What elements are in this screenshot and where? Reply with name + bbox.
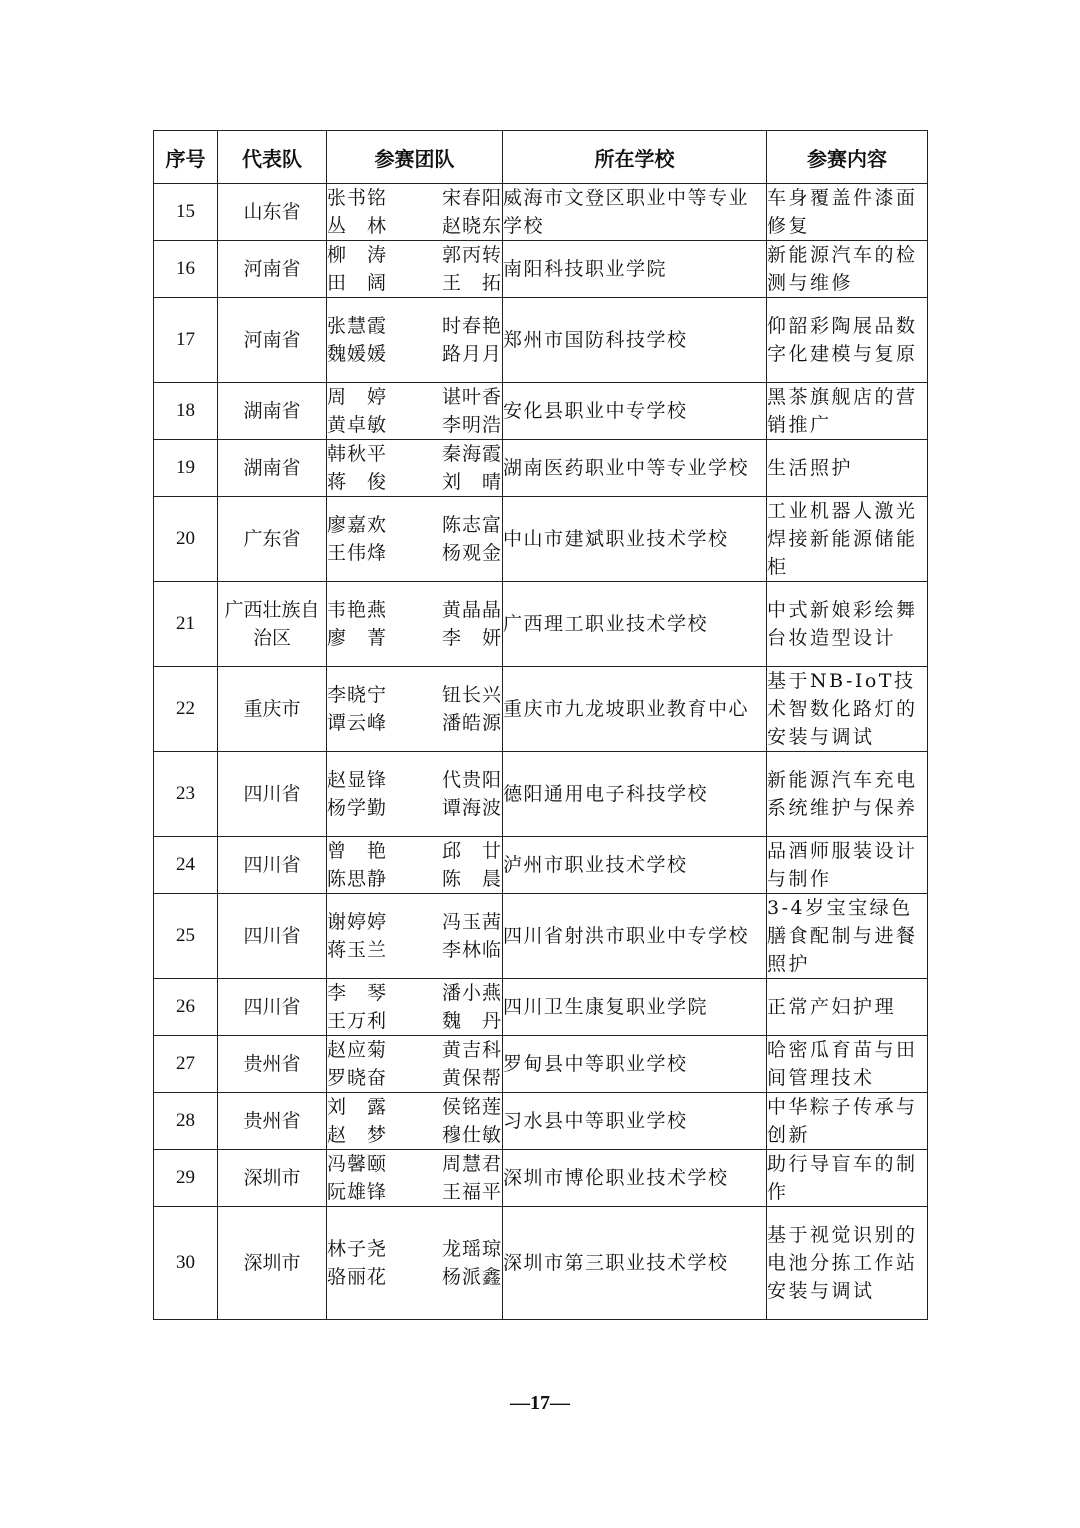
row-number: 20 [154,497,218,582]
school-name: 习水县中等职业学校 [503,1093,767,1150]
member-name: 冯馨颐 [327,1153,388,1175]
member-name: 谭云峰 [327,712,388,734]
team-members [327,894,503,979]
member-name: 杨派鑫 [441,1266,502,1288]
team-name: 深圳市 [218,1207,327,1320]
member-name: 李 妍 [441,627,502,649]
school-name: 郑州市国防科技学校 [503,298,767,383]
member-name: 罗晓奋 [327,1067,388,1089]
member-name: 时春艳 [441,315,502,337]
member-name: 李 琴 [327,982,388,1004]
table-row [154,298,928,383]
member-name: 骆丽花 [327,1266,388,1288]
header-team: 代表队 [218,131,327,184]
row-number: 16 [154,241,218,298]
page-number: —17— [510,1392,570,1414]
table-row [154,837,928,894]
row-number: 19 [154,440,218,497]
member-name: 周 婷 [327,386,388,408]
table-row [154,440,928,497]
members-line [327,681,502,709]
members-line [327,340,502,368]
member-name: 穆仕敏 [441,1124,502,1146]
member-name: 潘皓源 [441,712,502,734]
members-line [327,468,502,496]
members-line [327,212,502,240]
row-number: 17 [154,298,218,383]
member-name: 周慧君 [441,1153,502,1175]
team-name: 贵州省 [218,1093,327,1150]
member-name: 赵显锋 [327,769,388,791]
member-name: 曾 艳 [327,840,388,862]
members-line [327,596,502,624]
members-line [327,766,502,794]
team-name: 四川省 [218,979,327,1036]
header-content: 参赛内容 [767,131,928,184]
member-name: 柳 涛 [327,244,388,266]
members-line [327,624,502,652]
row-number: 28 [154,1093,218,1150]
member-name: 魏 丹 [441,1010,502,1032]
member-name: 蒋 俊 [327,471,388,493]
contest-content: 基于NB-IoT技术智数化路灯的安装与调试 [767,667,928,752]
team-members [327,582,503,667]
table-row [154,1150,928,1207]
member-name: 邱 廿 [441,840,502,862]
team-name: 四川省 [218,752,327,837]
school-name: 南阳科技职业学院 [503,241,767,298]
table-row [154,241,928,298]
table-row [154,497,928,582]
contest-content: 黑茶旗舰店的营销推广 [767,383,928,440]
team-name: 深圳市 [218,1150,327,1207]
roster-table [153,130,928,1320]
school-name: 重庆市九龙坡职业教育中心 [503,667,767,752]
members-line [327,1064,502,1092]
member-name: 龙瑶琼 [441,1238,502,1260]
member-name: 张慧霞 [327,315,388,337]
team-members [327,752,503,837]
members-line [327,269,502,297]
member-name: 王万利 [327,1010,388,1032]
member-name: 谭海波 [441,797,502,819]
row-number: 18 [154,383,218,440]
team-name: 山东省 [218,184,327,241]
header-no: 序号 [154,131,218,184]
member-name: 钮长兴 [441,684,502,706]
school-name: 深圳市博伦职业技术学校 [503,1150,767,1207]
member-name: 阮雄锋 [327,1181,388,1203]
team-members [327,298,503,383]
team-members [327,497,503,582]
member-name: 赵应菊 [327,1039,388,1061]
members-line [327,539,502,567]
table-row [154,979,928,1036]
members-line [327,1093,502,1121]
member-name: 陈思静 [327,868,388,890]
members-line [327,383,502,411]
member-name: 杨学勤 [327,797,388,819]
row-number: 29 [154,1150,218,1207]
member-name: 侯铭莲 [441,1096,502,1118]
member-name: 路月月 [441,343,502,365]
contest-content: 中式新娘彩绘舞台妆造型设计 [767,582,928,667]
team-name: 重庆市 [218,667,327,752]
member-name: 蒋玉兰 [327,939,388,961]
member-name: 谢婷婷 [327,911,388,933]
member-name: 刘 露 [327,1096,388,1118]
table-row [154,383,928,440]
team-members [327,1036,503,1093]
contest-content: 仰韶彩陶展品数字化建模与复原 [767,298,928,383]
member-name: 陈 晨 [441,868,502,890]
member-name: 赵晓东 [441,215,502,237]
school-name: 四川省射洪市职业中专学校 [503,894,767,979]
team-name: 四川省 [218,837,327,894]
member-name: 丛 林 [327,215,388,237]
school-name: 安化县职业中专学校 [503,383,767,440]
member-name: 陈志富 [441,514,502,536]
member-name: 韩秋平 [327,443,388,465]
contest-content: 品酒师服装设计与制作 [767,837,928,894]
member-name: 杨观金 [441,542,502,564]
members-line [327,440,502,468]
table-row [154,752,928,837]
team-members [327,1093,503,1150]
contest-content: 正常产妇护理 [767,979,928,1036]
school-name: 四川卫生康复职业学院 [503,979,767,1036]
members-line [327,1235,502,1263]
contest-content: 生活照护 [767,440,928,497]
team-members [327,667,503,752]
members-line [327,511,502,539]
member-name: 廖嘉欢 [327,514,388,536]
team-name: 湖南省 [218,383,327,440]
member-name: 张书铭 [327,187,388,209]
row-number: 25 [154,894,218,979]
table-row [154,1036,928,1093]
members-line [327,837,502,865]
member-name: 潘小燕 [441,982,502,1004]
header-members: 参赛团队 [327,131,503,184]
member-name: 黄晶晶 [441,599,502,621]
members-line [327,709,502,737]
row-number: 27 [154,1036,218,1093]
team-name: 河南省 [218,241,327,298]
members-line [327,936,502,964]
school-name: 德阳通用电子科技学校 [503,752,767,837]
member-name: 魏媛媛 [327,343,388,365]
team-name: 贵州省 [218,1036,327,1093]
member-name: 谌叶香 [441,386,502,408]
member-name: 林子尧 [327,1238,388,1260]
team-name: 广西壮族自治区 [218,582,327,667]
members-line [327,979,502,1007]
row-number: 21 [154,582,218,667]
team-members [327,979,503,1036]
members-line [327,411,502,439]
table-row [154,1207,928,1320]
contest-content: 助行导盲车的制作 [767,1150,928,1207]
team-name: 广东省 [218,497,327,582]
contest-content: 新能源汽车的检测与维修 [767,241,928,298]
row-number: 22 [154,667,218,752]
member-name: 黄保帮 [441,1067,502,1089]
members-line [327,908,502,936]
table-row [154,667,928,752]
members-line [327,1036,502,1064]
member-name: 冯玉茜 [441,911,502,933]
team-members [327,1207,503,1320]
contest-content: 3-4岁宝宝绿色膳食配制与进餐照护 [767,894,928,979]
school-name: 广西理工职业技术学校 [503,582,767,667]
school-name: 湖南医药职业中等专业学校 [503,440,767,497]
contest-content: 车身覆盖件漆面修复 [767,184,928,241]
member-name: 代贵阳 [441,769,502,791]
member-name: 韦艳燕 [327,599,388,621]
member-name: 王福平 [441,1181,502,1203]
table-row [154,582,928,667]
school-name: 威海市文登区职业中等专业学校 [503,184,767,241]
team-name: 湖南省 [218,440,327,497]
member-name: 李晓宁 [327,684,388,706]
member-name: 黄卓敏 [327,414,388,436]
member-name: 田 阔 [327,272,388,294]
table-row [154,894,928,979]
members-line [327,865,502,893]
member-name: 廖 菁 [327,627,388,649]
member-name: 王伟烽 [327,542,388,564]
team-members [327,440,503,497]
member-name: 李明浩 [441,414,502,436]
members-line [327,241,502,269]
header-school: 所在学校 [503,131,767,184]
member-name: 秦海霞 [441,443,502,465]
members-line [327,794,502,822]
team-members [327,184,503,241]
members-line [327,1178,502,1206]
members-line [327,1150,502,1178]
member-name: 李林临 [441,939,502,961]
team-members [327,383,503,440]
school-name: 泸州市职业技术学校 [503,837,767,894]
contest-content: 哈密瓜育苗与田间管理技术 [767,1036,928,1093]
contest-content: 基于视觉识别的电池分拣工作站安装与调试 [767,1207,928,1320]
members-line [327,1121,502,1149]
row-number: 24 [154,837,218,894]
row-number: 15 [154,184,218,241]
row-number: 23 [154,752,218,837]
team-members [327,1150,503,1207]
contest-content: 工业机器人激光焊接新能源储能柜 [767,497,928,582]
school-name: 中山市建斌职业技术学校 [503,497,767,582]
contest-content: 新能源汽车充电系统维护与保养 [767,752,928,837]
school-name: 罗甸县中等职业学校 [503,1036,767,1093]
team-name: 四川省 [218,894,327,979]
table-row [154,184,928,241]
member-name: 赵 梦 [327,1124,388,1146]
table-row [154,1093,928,1150]
row-number: 26 [154,979,218,1036]
members-line [327,1263,502,1291]
team-members [327,837,503,894]
team-name: 河南省 [218,298,327,383]
member-name: 王 拓 [441,272,502,294]
member-name: 黄吉科 [441,1039,502,1061]
member-name: 宋春阳 [441,187,502,209]
member-name: 刘 晴 [441,471,502,493]
table-header-row [154,131,928,184]
school-name: 深圳市第三职业技术学校 [503,1207,767,1320]
members-line [327,1007,502,1035]
contest-content: 中华粽子传承与创新 [767,1093,928,1150]
team-members [327,241,503,298]
row-number: 30 [154,1207,218,1320]
members-line [327,312,502,340]
member-name: 郭丙转 [441,244,502,266]
members-line [327,184,502,212]
